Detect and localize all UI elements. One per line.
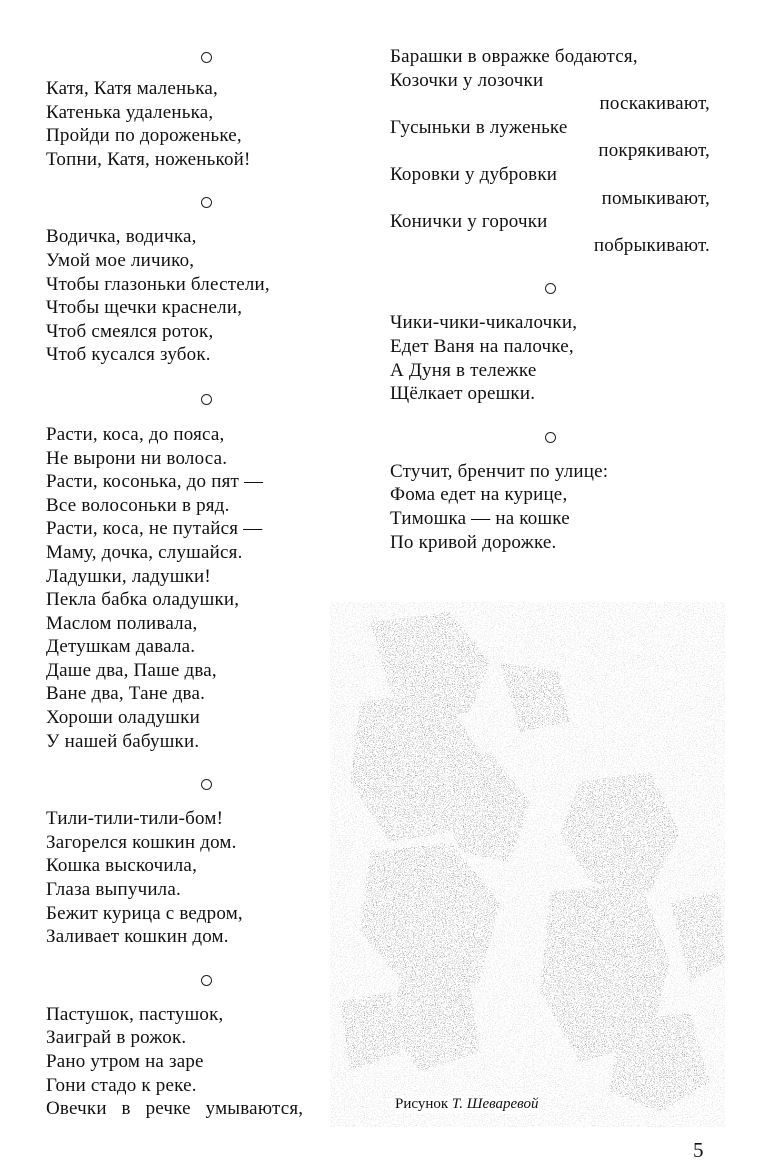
poem-line: Глаза выпучила. bbox=[46, 879, 181, 901]
poem-chiki bbox=[390, 311, 715, 405]
poem-line: Чтоб смеялся роток, bbox=[46, 320, 214, 342]
poem-line: Козочки у лозочки bbox=[390, 69, 544, 91]
poem-rasti-kosa bbox=[46, 423, 346, 753]
poem-line: Чтобы щечки краснели, bbox=[46, 297, 243, 319]
poem-tili-bom bbox=[46, 807, 346, 949]
poem-line: Тили-тили-тили-бом! bbox=[46, 808, 224, 830]
poem-separator-circle bbox=[46, 197, 366, 208]
poem-line: покрякивают, bbox=[598, 140, 710, 162]
poem-line: Кошка выскочила, bbox=[46, 855, 198, 877]
poem-line: Все волосоньки в ряд. bbox=[46, 494, 230, 516]
poem-line: Едет Ваня на палочке, bbox=[390, 335, 574, 357]
poem-line: Ване два, Тане два. bbox=[46, 683, 206, 705]
poem-line: Пройди по дороженьке, bbox=[46, 125, 242, 147]
poem-line: Гусыньки в луженьке bbox=[390, 116, 568, 138]
poem-barashki bbox=[390, 45, 715, 257]
poem-line: Барашки в овражке бодаются, bbox=[390, 46, 638, 67]
poem-line: Гони стадо к реке. bbox=[46, 1074, 197, 1096]
poem-line: Хороши оладушки bbox=[46, 707, 200, 729]
poem-line: Заиграй в рожок. bbox=[46, 1027, 187, 1049]
poem-line: Пекла бабка оладушки, bbox=[46, 589, 240, 611]
page-number: 5 bbox=[693, 1138, 704, 1162]
poem-line: Водичка, водичка, bbox=[46, 226, 197, 248]
poem-line: Чики-чики-чикалочки, bbox=[390, 312, 578, 334]
poem-pastushok bbox=[46, 1003, 346, 1121]
poem-separator-circle bbox=[46, 779, 366, 790]
poem-line: У нашей бабушки. bbox=[46, 730, 200, 752]
poem-line: Расти, косонька, до пят — bbox=[46, 471, 264, 493]
poem-line: Тимошка — на кошке bbox=[390, 507, 570, 529]
poem-line: Даше два, Паше два, bbox=[46, 659, 217, 681]
poem-line: Катя, Катя маленька, bbox=[46, 78, 218, 99]
poem-line: По кривой дорожке. bbox=[390, 531, 557, 553]
illustration-caption bbox=[395, 1096, 539, 1113]
poem-line: А Дуня в тележке bbox=[390, 359, 537, 381]
poem-line: Ладушки, ладушки! bbox=[46, 565, 211, 587]
poem-line: Коровки у дубровки bbox=[390, 163, 558, 185]
poem-line: Пастушок, пастушок, bbox=[46, 1003, 224, 1025]
poem-vodichka bbox=[46, 225, 346, 367]
caption-prefix: Рисунок bbox=[395, 1096, 449, 1112]
left-column bbox=[46, 52, 346, 1121]
poem-line: помыкивают, bbox=[601, 187, 710, 209]
poem-line: Фома едет на курице, bbox=[390, 484, 568, 506]
poem-line: Расти, коса, до пояса, bbox=[46, 423, 225, 445]
poem-line: Овечки в речке умываются, bbox=[46, 1098, 304, 1120]
poem-line: Чтоб кусался зубок. bbox=[46, 344, 211, 366]
poem-separator-circle bbox=[46, 394, 366, 405]
poem-line: Чтобы глазоньки блестели, bbox=[46, 273, 270, 295]
poem-line: Рано утром на заре bbox=[46, 1051, 204, 1072]
poem-line: Детушкам давала. bbox=[46, 636, 196, 658]
poem-separator-circle bbox=[390, 283, 710, 294]
poem-line: Заливает кошкин дом. bbox=[46, 926, 229, 948]
right-column bbox=[390, 45, 715, 554]
poem-katya bbox=[46, 77, 346, 171]
poem-line: побрыкивают. bbox=[593, 234, 710, 256]
poem-line: Умой мое личико, bbox=[46, 249, 195, 271]
poem-line: Бежит курица с ведром, bbox=[46, 902, 243, 924]
poem-line: Расти, коса, не путайся — bbox=[46, 518, 263, 540]
poem-separator-circle bbox=[390, 432, 710, 443]
poem-line: поскакивают, bbox=[599, 93, 710, 115]
poem-separator-circle bbox=[46, 975, 366, 986]
poem-line: Маслом поливала, bbox=[46, 612, 198, 634]
poem-line: Не вырони ни волоса. bbox=[46, 447, 228, 469]
illustration-children-image bbox=[330, 602, 725, 1127]
poem-separator-circle bbox=[46, 52, 366, 63]
poem-line: Загорелся кошкин дом. bbox=[46, 831, 237, 853]
poem-line: Стучит, бренчит по улице: bbox=[390, 460, 609, 482]
poem-line: Коничκи у горочки bbox=[390, 211, 548, 233]
poem-line: Щёлкает орешки. bbox=[390, 383, 536, 405]
poem-line: Катенька удаленька, bbox=[46, 101, 214, 123]
poem-line: Маму, дочка, слушайся. bbox=[46, 541, 243, 563]
poem-stuchit bbox=[390, 460, 715, 554]
poem-line: Топни, Катя, ноженькой! bbox=[46, 148, 251, 170]
caption-author: Т. Шеваревой bbox=[451, 1096, 539, 1112]
